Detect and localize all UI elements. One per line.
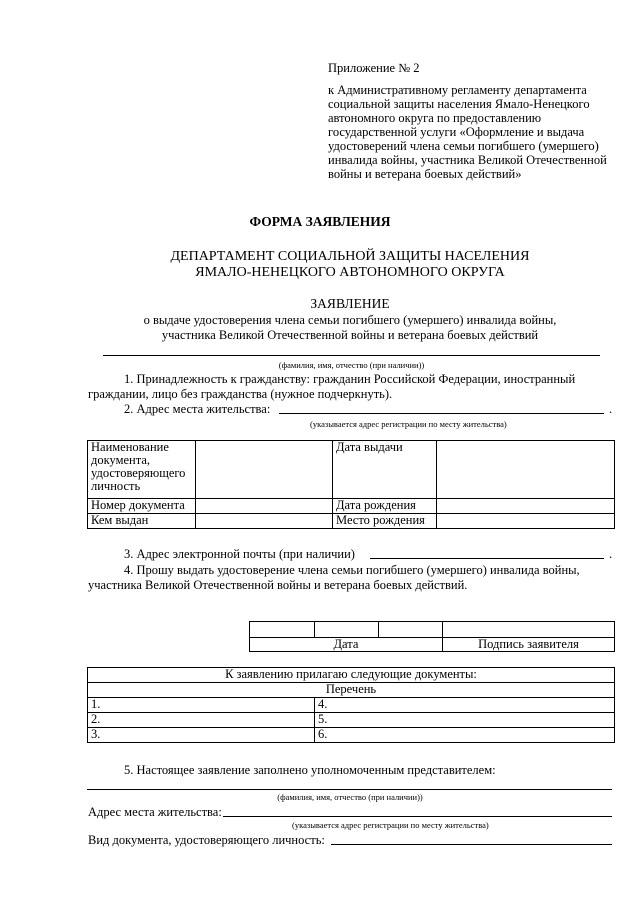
item1-line-2: граждании, лицо без гражданства (нужное подчеркнуть). — [88, 387, 393, 401]
item2-caption: (указывается адрес регистрации по месту жительства) — [310, 419, 507, 429]
issue-date-label: Дата выдачи — [333, 441, 437, 499]
appendix-line: социальной защиты населения Ямало-Ненецкого — [328, 97, 590, 111]
email-input-line[interactable] — [370, 558, 604, 559]
appendix-line: удостоверений члена семьи погибшего (умершего) — [328, 139, 599, 153]
item3-dot: . — [609, 547, 613, 561]
birth-date-label: Дата рождения — [333, 499, 437, 514]
address-input-line[interactable] — [279, 413, 604, 414]
date-year-cell[interactable] — [379, 622, 443, 638]
attachment-item[interactable]: 4. — [315, 698, 615, 713]
issue-date-value[interactable] — [437, 441, 615, 499]
issued-by-label: Кем выдан — [88, 514, 196, 529]
item4-line-2: участника Великой Отечественной войны и ветерана боевых действий. — [88, 578, 468, 592]
rep-fio-input-line[interactable] — [87, 789, 612, 790]
date-day-cell[interactable] — [250, 622, 315, 638]
attachment-item[interactable]: 2. — [88, 713, 315, 728]
birth-place-label: Место рождения — [333, 514, 437, 529]
signature-cell[interactable] — [443, 622, 615, 638]
date-month-cell[interactable] — [315, 622, 379, 638]
rep-doc-label: Вид документа, удостоверяющего личность: — [88, 833, 325, 847]
item3-label: 3. Адрес электронной почты (при наличии) — [124, 547, 355, 561]
doc-number-label: Номер документа — [88, 499, 196, 514]
appendix-title: Приложение № 2 — [328, 61, 420, 75]
birth-date-value[interactable] — [437, 499, 615, 514]
form-title: ФОРМА ЗАЯВЛЕНИЯ — [249, 214, 391, 229]
fio-caption: (фамилия, имя, отчество (при наличии)) — [278, 360, 425, 370]
fio-input-line[interactable] — [103, 355, 600, 356]
rep-address-caption: (указывается адрес регистрации по месту жительства) — [292, 820, 489, 830]
attachments-list-label: Перечень — [88, 683, 615, 698]
appendix-line: к Административному регламенту департамента — [328, 83, 587, 97]
appendix-line: автономного округа по предоставлению — [328, 111, 542, 125]
attachment-item[interactable]: 3. — [88, 728, 315, 743]
appendix-text — [328, 83, 607, 181]
item2-dot: . — [609, 402, 613, 416]
birth-place-value[interactable] — [437, 514, 615, 529]
doc-name-label: Наименование документа, удостоверяющего личность — [88, 441, 196, 499]
item1-line-1: 1. Принадлежность к гражданству: гражданин Российской Федерации, иностранный — [124, 372, 576, 386]
signature-table — [249, 621, 615, 652]
department-line-1: ДЕПАРТАМЕНТ СОЦИАЛЬНОЙ ЗАЩИТЫ НАСЕЛЕНИЯ — [170, 249, 530, 264]
attachment-item[interactable]: 1. — [88, 698, 315, 713]
statement-title: ЗАЯВЛЕНИЕ — [310, 296, 390, 311]
attachment-item[interactable]: 5. — [315, 713, 615, 728]
appendix-line: войны и ветерана боевых действий» — [328, 167, 522, 181]
item2-label: 2. Адрес места жительства: — [124, 402, 271, 416]
statement-subtitle-2: участника Великой Отечественной войны и ветерана боевых действий — [161, 328, 539, 342]
department-line-2: ЯМАЛО-НЕНЕЦКОГО АВТОНОМНОГО ОКРУГА — [195, 265, 505, 280]
rep-doc-input-line[interactable] — [331, 844, 612, 845]
doc-name-value[interactable] — [196, 441, 333, 499]
identity-document-table — [87, 440, 615, 529]
signature-label: Подпись заявителя — [443, 638, 615, 652]
attachments-header: К заявлению прилагаю следующие документы: — [88, 668, 615, 683]
attachments-table — [87, 667, 615, 743]
appendix-line: инвалида войны, участника Великой Отечественной — [328, 153, 607, 167]
attachment-item[interactable]: 6. — [315, 728, 615, 743]
item5-label: 5. Настоящее заявление заполнено уполномоченным представителем: — [124, 763, 496, 777]
appendix-line: государственной услуги «Оформление и выдача — [328, 125, 585, 139]
issued-by-value[interactable] — [196, 514, 333, 529]
rep-address-input-line[interactable] — [223, 816, 612, 817]
statement-subtitle-1: о выдаче удостоверения члена семьи погибшего (умершего) инвалида войны, — [143, 313, 557, 327]
rep-fio-caption: (фамилия, имя, отчество (при наличии)) — [277, 792, 423, 802]
doc-number-value[interactable] — [196, 499, 333, 514]
rep-address-label: Адрес места жительства: — [88, 805, 222, 819]
item4-line-1: 4. Прошу выдать удостоверение члена семьи погибшего (умершего) инвалида войны, — [124, 563, 580, 577]
date-label: Дата — [250, 638, 443, 652]
